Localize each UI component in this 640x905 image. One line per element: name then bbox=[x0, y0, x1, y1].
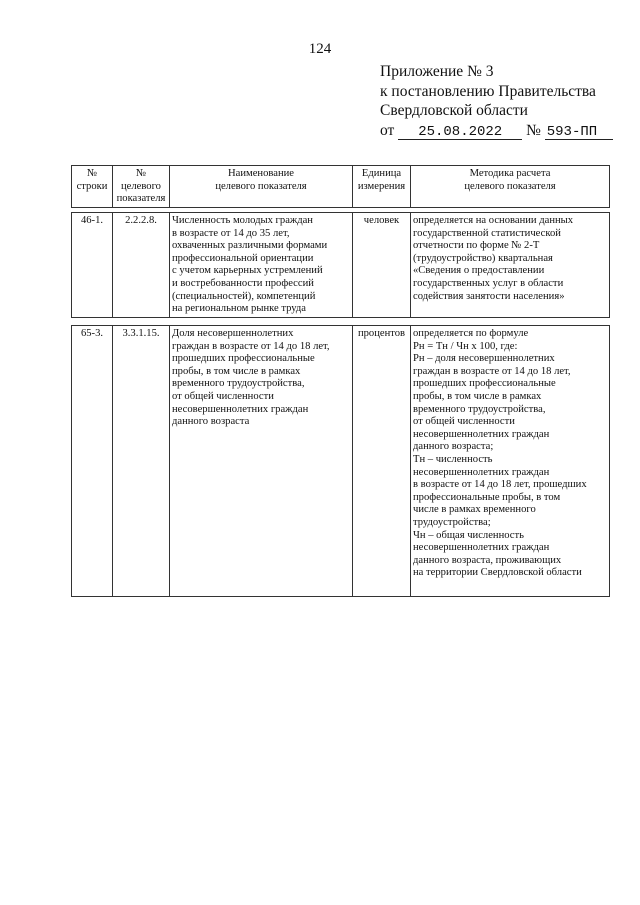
resolution-date: 25.08.2022 bbox=[398, 125, 522, 140]
header-target-no: № целевого показателя bbox=[113, 166, 170, 208]
page-number: 124 bbox=[308, 41, 332, 57]
appendix-block bbox=[380, 62, 613, 140]
appendix-title: Приложение № 3 bbox=[380, 63, 494, 80]
data-table-row-65-3 bbox=[71, 325, 610, 597]
header-unit: Единица измерения bbox=[353, 166, 411, 208]
data-table-row-46-1 bbox=[71, 212, 610, 318]
header-name: Наименование целевого показателя bbox=[170, 166, 353, 208]
number-prefix: № bbox=[526, 121, 541, 139]
unit-of-measure: процентов bbox=[353, 326, 411, 597]
appendix-line-resolution: к постановлению Правительства bbox=[380, 82, 596, 100]
calculation-method: определяется по формуле Рн = Тн / Чн х 100, где: Рн – доля несовершеннолетних граждан в возрасте от 14 до 18 лет, прошедших профессиональные пробы, в том числе в рамках временного трудоустройства, от общей численности несовершеннолетних граждан данного возраста; Тн – численность несовершеннолетних граждан в возрасте от 14 до 18 лет, прошедших профессиональные пробы, в том числе в рамках временного трудоустройства; Чн – общая численность несовершеннолетних граждан данного возраста, проживающих на территории Свердловской области bbox=[411, 326, 610, 597]
header-row-no: № строки bbox=[72, 166, 113, 208]
indicator-name: Численность молодых граждан в возрасте от 14 до 35 лет, охваченных различными формами профессиональной ориентации с учетом карьерных устремлений и востребованности профессий (специальностей), компетенций на региональном рынке труда bbox=[170, 213, 353, 318]
appendix-date-line bbox=[380, 121, 613, 141]
appendix-line-region: Свердловской области bbox=[380, 102, 528, 119]
target-number: 3.3.1.15. bbox=[113, 326, 170, 597]
table-row bbox=[72, 326, 610, 597]
target-number: 2.2.2.8. bbox=[113, 213, 170, 318]
calculation-method: определяется на основании данных государственной статистической отчетности по форме № 2-Т (трудоустройство) квартальная «Сведения о предоставлении государственных услуг в области содействия занятости населения» bbox=[411, 213, 610, 318]
date-prefix: от bbox=[380, 121, 395, 139]
table-row bbox=[72, 213, 610, 318]
unit-of-measure: человек bbox=[353, 213, 411, 318]
header-method: Методика расчета целевого показателя bbox=[411, 166, 610, 208]
table-header-row bbox=[72, 166, 610, 208]
row-number: 65-3. bbox=[72, 326, 113, 597]
indicator-name: Доля несовершеннолетних граждан в возрасте от 14 до 18 лет, прошедших профессиональные пробы, в том числе в рамках временного трудоустройства, от общей численности несовершеннолетних граждан данного возраста bbox=[170, 326, 353, 597]
resolution-number: 593-ПП bbox=[545, 125, 613, 140]
header-table bbox=[71, 165, 610, 208]
row-number: 46-1. bbox=[72, 213, 113, 318]
